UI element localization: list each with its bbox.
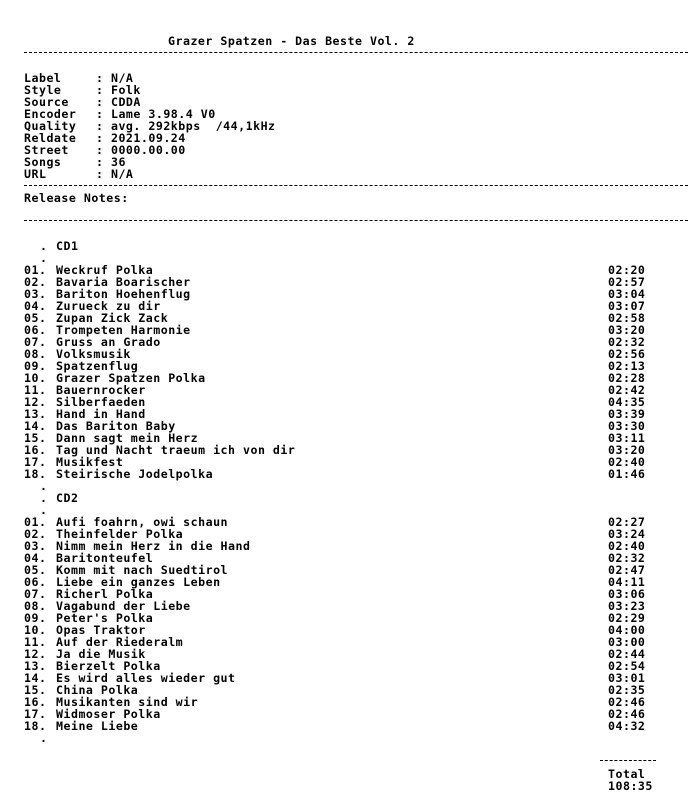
track-number: 06. bbox=[24, 575, 47, 589]
track-duration: 02:47 bbox=[608, 563, 646, 577]
divider bbox=[24, 220, 688, 221]
track-number: 04. bbox=[24, 299, 47, 313]
track-title: Nimm mein Herz in die Hand bbox=[56, 539, 251, 553]
track-duration: 04:00 bbox=[608, 623, 646, 637]
track-number: 08. bbox=[24, 347, 47, 361]
track-title: Gruss an Grado bbox=[56, 335, 161, 349]
track-number: 12. bbox=[24, 647, 47, 661]
track-duration: 02:44 bbox=[608, 647, 646, 661]
track-duration: 03:00 bbox=[608, 635, 646, 649]
track-number: 12. bbox=[24, 395, 47, 409]
track-title: Musikfest bbox=[56, 455, 124, 469]
track-title: Tag und Nacht traeum ich von dir bbox=[56, 443, 296, 457]
track-number: 01. bbox=[24, 515, 47, 529]
info-key: Source bbox=[24, 95, 69, 109]
track-duration: 03:01 bbox=[608, 671, 646, 685]
info-value: Lame 3.98.4 V0 bbox=[110, 107, 216, 121]
track-title: Bariton Hoehenflug bbox=[56, 287, 191, 301]
track-duration: 02:56 bbox=[608, 347, 646, 361]
track-number: 17. bbox=[24, 455, 47, 469]
info-value: avg. 292kbps /44,1kHz bbox=[110, 119, 276, 133]
track-duration: 04:11 bbox=[608, 575, 646, 589]
track-duration: 02:27 bbox=[608, 515, 646, 529]
track-duration: 02:28 bbox=[608, 371, 646, 385]
track-number: 11. bbox=[24, 383, 47, 397]
track-number: 16. bbox=[24, 443, 47, 457]
track-duration: 01:46 bbox=[608, 467, 646, 481]
info-key: URL bbox=[24, 167, 47, 181]
info-value: 2021.09.24 bbox=[110, 131, 186, 145]
track-duration: 02:32 bbox=[608, 551, 646, 565]
info-key: Street bbox=[24, 143, 69, 157]
track-number: 08. bbox=[24, 599, 47, 613]
track-duration: 02:29 bbox=[608, 611, 646, 625]
track-row bbox=[24, 468, 213, 480]
info-key: Songs bbox=[24, 155, 62, 169]
track-title: Meine Liebe bbox=[56, 719, 139, 733]
track-title: Zupan Zick Zack bbox=[56, 311, 169, 325]
info-key: Style bbox=[24, 83, 62, 97]
track-title: China Polka bbox=[56, 683, 139, 697]
page-title: Grazer Spatzen - Das Beste Vol. 2 bbox=[168, 34, 415, 48]
track-duration: 02:42 bbox=[608, 383, 646, 397]
separator-dot: . bbox=[40, 491, 48, 505]
track-title: Es wird alles wieder gut bbox=[56, 671, 236, 685]
track-title: Auf der Riederalm bbox=[56, 635, 184, 649]
track-number: 03. bbox=[24, 539, 47, 553]
track-duration: 03:30 bbox=[608, 419, 646, 433]
track-title: Musikanten sind wir bbox=[56, 695, 199, 709]
total-divider bbox=[600, 760, 656, 761]
track-number: 05. bbox=[24, 563, 47, 577]
info-separator: : bbox=[96, 107, 111, 121]
track-title: Richerl Polka bbox=[56, 587, 154, 601]
track-number: 07. bbox=[24, 587, 47, 601]
track-duration: 02:58 bbox=[608, 311, 646, 325]
track-duration: 02:13 bbox=[608, 359, 646, 373]
track-duration: 02:32 bbox=[608, 335, 646, 349]
info-separator: : bbox=[96, 167, 111, 181]
track-number: 15. bbox=[24, 683, 47, 697]
separator-dot: . bbox=[40, 251, 48, 265]
info-separator: : bbox=[96, 83, 111, 97]
info-separator: : bbox=[96, 131, 111, 145]
divider bbox=[24, 185, 688, 186]
track-title: Grazer Spatzen Polka bbox=[56, 371, 206, 385]
track-title: Ja die Musik bbox=[56, 647, 146, 661]
track-number: 01. bbox=[24, 263, 47, 277]
cd-label: CD1 bbox=[56, 239, 79, 253]
info-value: CDDA bbox=[110, 95, 141, 109]
info-row bbox=[24, 168, 133, 180]
track-number: 17. bbox=[24, 707, 47, 721]
track-duration: 02:57 bbox=[608, 275, 646, 289]
track-duration: 03:24 bbox=[608, 527, 646, 541]
track-title: Bauernrocker bbox=[56, 383, 146, 397]
track-title: Widmoser Polka bbox=[56, 707, 161, 721]
track-number: 15. bbox=[24, 431, 47, 445]
track-number: 13. bbox=[24, 407, 47, 421]
track-duration: 03:11 bbox=[608, 431, 646, 445]
info-value: N/A bbox=[110, 167, 134, 181]
track-number: 18. bbox=[24, 719, 47, 733]
track-title: Weckruf Polka bbox=[56, 263, 154, 277]
info-value: N/A bbox=[110, 71, 134, 85]
track-duration: 03:04 bbox=[608, 287, 646, 301]
info-separator: : bbox=[96, 143, 111, 157]
info-value: Folk bbox=[110, 83, 141, 97]
track-title: Trompeten Harmonie bbox=[56, 323, 191, 337]
track-number: 14. bbox=[24, 671, 47, 685]
track-title: Opas Traktor bbox=[56, 623, 146, 637]
info-separator: : bbox=[96, 155, 111, 169]
track-duration: 03:06 bbox=[608, 587, 646, 601]
track-duration: 02:46 bbox=[608, 695, 646, 709]
track-number: 09. bbox=[24, 359, 47, 373]
track-title: Zurueck zu dir bbox=[56, 299, 161, 313]
divider bbox=[24, 52, 688, 53]
track-title: Hand in Hand bbox=[56, 407, 146, 421]
track-title: Peter's Polka bbox=[56, 611, 154, 625]
track-title: Bavaria Boarischer bbox=[56, 275, 191, 289]
track-title: Baritonteufel bbox=[56, 551, 154, 565]
track-number: 11. bbox=[24, 635, 47, 649]
track-number: 09. bbox=[24, 611, 47, 625]
track-title: Aufi foahrn, owi schaun bbox=[56, 515, 229, 529]
track-title: Komm mit nach Suedtirol bbox=[56, 563, 229, 577]
track-title: Liebe ein ganzes Leben bbox=[56, 575, 221, 589]
info-key: Label bbox=[24, 71, 62, 85]
track-title: Vagabund der Liebe bbox=[56, 599, 191, 613]
track-title: Silberfaeden bbox=[56, 395, 146, 409]
total-label: Total bbox=[608, 767, 646, 781]
track-number: 13. bbox=[24, 659, 47, 673]
track-number: 10. bbox=[24, 371, 47, 385]
info-key: Reldate bbox=[24, 131, 77, 145]
track-title: Dann sagt mein Herz bbox=[56, 431, 199, 445]
track-duration: 02:46 bbox=[608, 707, 646, 721]
info-separator: : bbox=[96, 71, 111, 85]
track-duration: 02:54 bbox=[608, 659, 646, 673]
track-duration: 04:32 bbox=[608, 719, 646, 733]
track-title: Spatzenflug bbox=[56, 359, 139, 373]
track-duration: 03:07 bbox=[608, 299, 646, 313]
track-number: 14. bbox=[24, 419, 47, 433]
track-title: Das Bariton Baby bbox=[56, 419, 176, 433]
info-key: Encoder bbox=[24, 107, 77, 121]
release-notes-label: Release Notes: bbox=[24, 191, 129, 205]
track-number: 18. bbox=[24, 467, 47, 481]
track-title: Steirische Jodelpolka bbox=[56, 467, 214, 481]
total-value: 108:35 bbox=[608, 779, 653, 793]
track-duration: 02:40 bbox=[608, 539, 646, 553]
track-number: 04. bbox=[24, 551, 47, 565]
track-duration: 02:20 bbox=[608, 263, 646, 277]
separator-dot: . bbox=[40, 479, 48, 493]
track-duration: 03:20 bbox=[608, 323, 646, 337]
info-value: 0000.00.00 bbox=[110, 143, 186, 157]
track-number: 03. bbox=[24, 287, 47, 301]
track-number: 02. bbox=[24, 527, 47, 541]
track-number: 07. bbox=[24, 335, 47, 349]
track-duration: 03:23 bbox=[608, 599, 646, 613]
track-number: 16. bbox=[24, 695, 47, 709]
track-number: 06. bbox=[24, 323, 47, 337]
info-separator: : bbox=[96, 119, 111, 133]
track-duration: 04:35 bbox=[608, 395, 646, 409]
track-duration: 02:40 bbox=[608, 455, 646, 469]
track-number: 02. bbox=[24, 275, 47, 289]
separator-dot: . bbox=[40, 239, 48, 253]
track-duration: 02:35 bbox=[608, 683, 646, 697]
track-title: Bierzelt Polka bbox=[56, 659, 161, 673]
info-separator: : bbox=[96, 95, 111, 109]
track-duration: 03:20 bbox=[608, 443, 646, 457]
track-number: 10. bbox=[24, 623, 47, 637]
separator-dot: . bbox=[40, 731, 48, 745]
info-value: 36 bbox=[110, 155, 126, 169]
track-title: Volksmusik bbox=[56, 347, 131, 361]
cd-label: CD2 bbox=[56, 491, 79, 505]
track-number: 05. bbox=[24, 311, 47, 325]
separator-dot: . bbox=[40, 503, 48, 517]
info-key: Quality bbox=[24, 119, 77, 133]
track-title: Theinfelder Polka bbox=[56, 527, 184, 541]
track-duration: 03:39 bbox=[608, 407, 646, 421]
